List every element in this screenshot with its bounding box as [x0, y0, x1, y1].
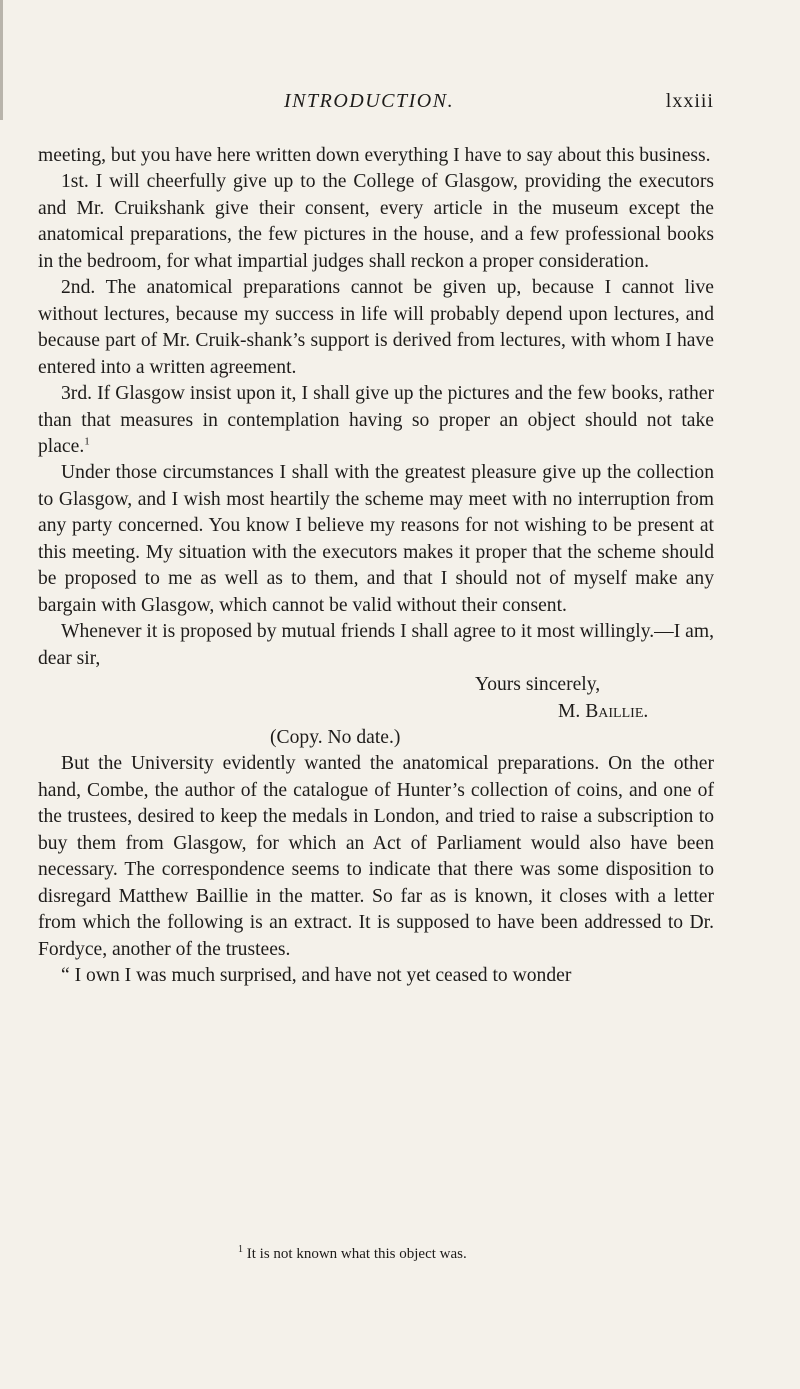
running-header	[284, 90, 714, 122]
paragraph-quote-start: “ I own I was much surprised, and have not yet ceased to wonder	[61, 965, 572, 987]
paragraph-university: But the University evidently wanted the anatomical preparations. On the other hand, Combe, the author of the catalogue of Hunter’s collection of coins, and one of the trustees, desired to keep the medals in London, and tried to raise a subscription to buy them from Glasgow, for which an Act of Parliament would also have been necessary. The correspondence seems to indicate that there was some disposition to disregard Matthew Baillie in the matter. So far as is known, it closes with a letter from which the following is an extract. It is supposed to have been addressed to Dr. Fordyce, another of the trustees.	[38, 753, 714, 960]
footnote-reference: 1	[84, 435, 90, 448]
binding-edge	[0, 0, 3, 120]
footnote-text: It is not known what this object was.	[246, 1246, 467, 1262]
paragraph-first-point: 1st. I will cheerfully give up to the College of Glasgow, providing the executors and Mr. Cruikshank give their consent, every article in the museum except the anatomical preparations, the few pictures in the house, and a few professional books in the bedroom, for what impartial judges shall reckon a proper consideration.	[38, 171, 714, 272]
page-number: lxxiii	[665, 90, 714, 112]
letter-signature: M. Baillie.	[558, 700, 649, 722]
header-title: INTRODUCTION.	[284, 90, 455, 112]
paragraph-continuation: meeting, but you have here written down everything I have to say about this business.	[38, 145, 711, 166]
third-point-text: 3rd. If Glasgow insist upon it, I shall give up the pictures and the few books, rather than that measures in contemplation having so proper an object should not take place.	[38, 383, 714, 457]
copy-note: (Copy. No date.)	[270, 726, 401, 748]
paragraph-circumstances: Under those circumstances I shall with the greatest pleasure give up the collection to Glasgow, and I wish most heartily the scheme may meet with no interruption from any party concerned. You know I believe my reasons for not wishing to be present at this meeting. My situation with the executors makes it proper that the scheme should be proposed to me as well as to them, and that I should not of myself make any bargain with Glasgow, which cannot be valid without their consent.	[38, 462, 714, 616]
letter-closing: Yours sincerely,	[475, 674, 601, 696]
body-text	[38, 143, 714, 990]
footnote-marker: 1	[238, 1244, 243, 1255]
paragraph-third-point	[38, 381, 714, 460]
paragraph-second-point: 2nd. The anatomical preparations cannot be given up, because I cannot live without lectures, because my success in life will probably depend upon lectures, and because part of Mr. Cruik-shank’s support is derived from lectures, with whom I have entered into a written agreement.	[38, 277, 714, 378]
footnote	[238, 1244, 467, 1264]
paragraph-whenever: Whenever it is proposed by mutual friends I shall agree to it most willingly.—I am, dear sir,	[38, 621, 714, 669]
